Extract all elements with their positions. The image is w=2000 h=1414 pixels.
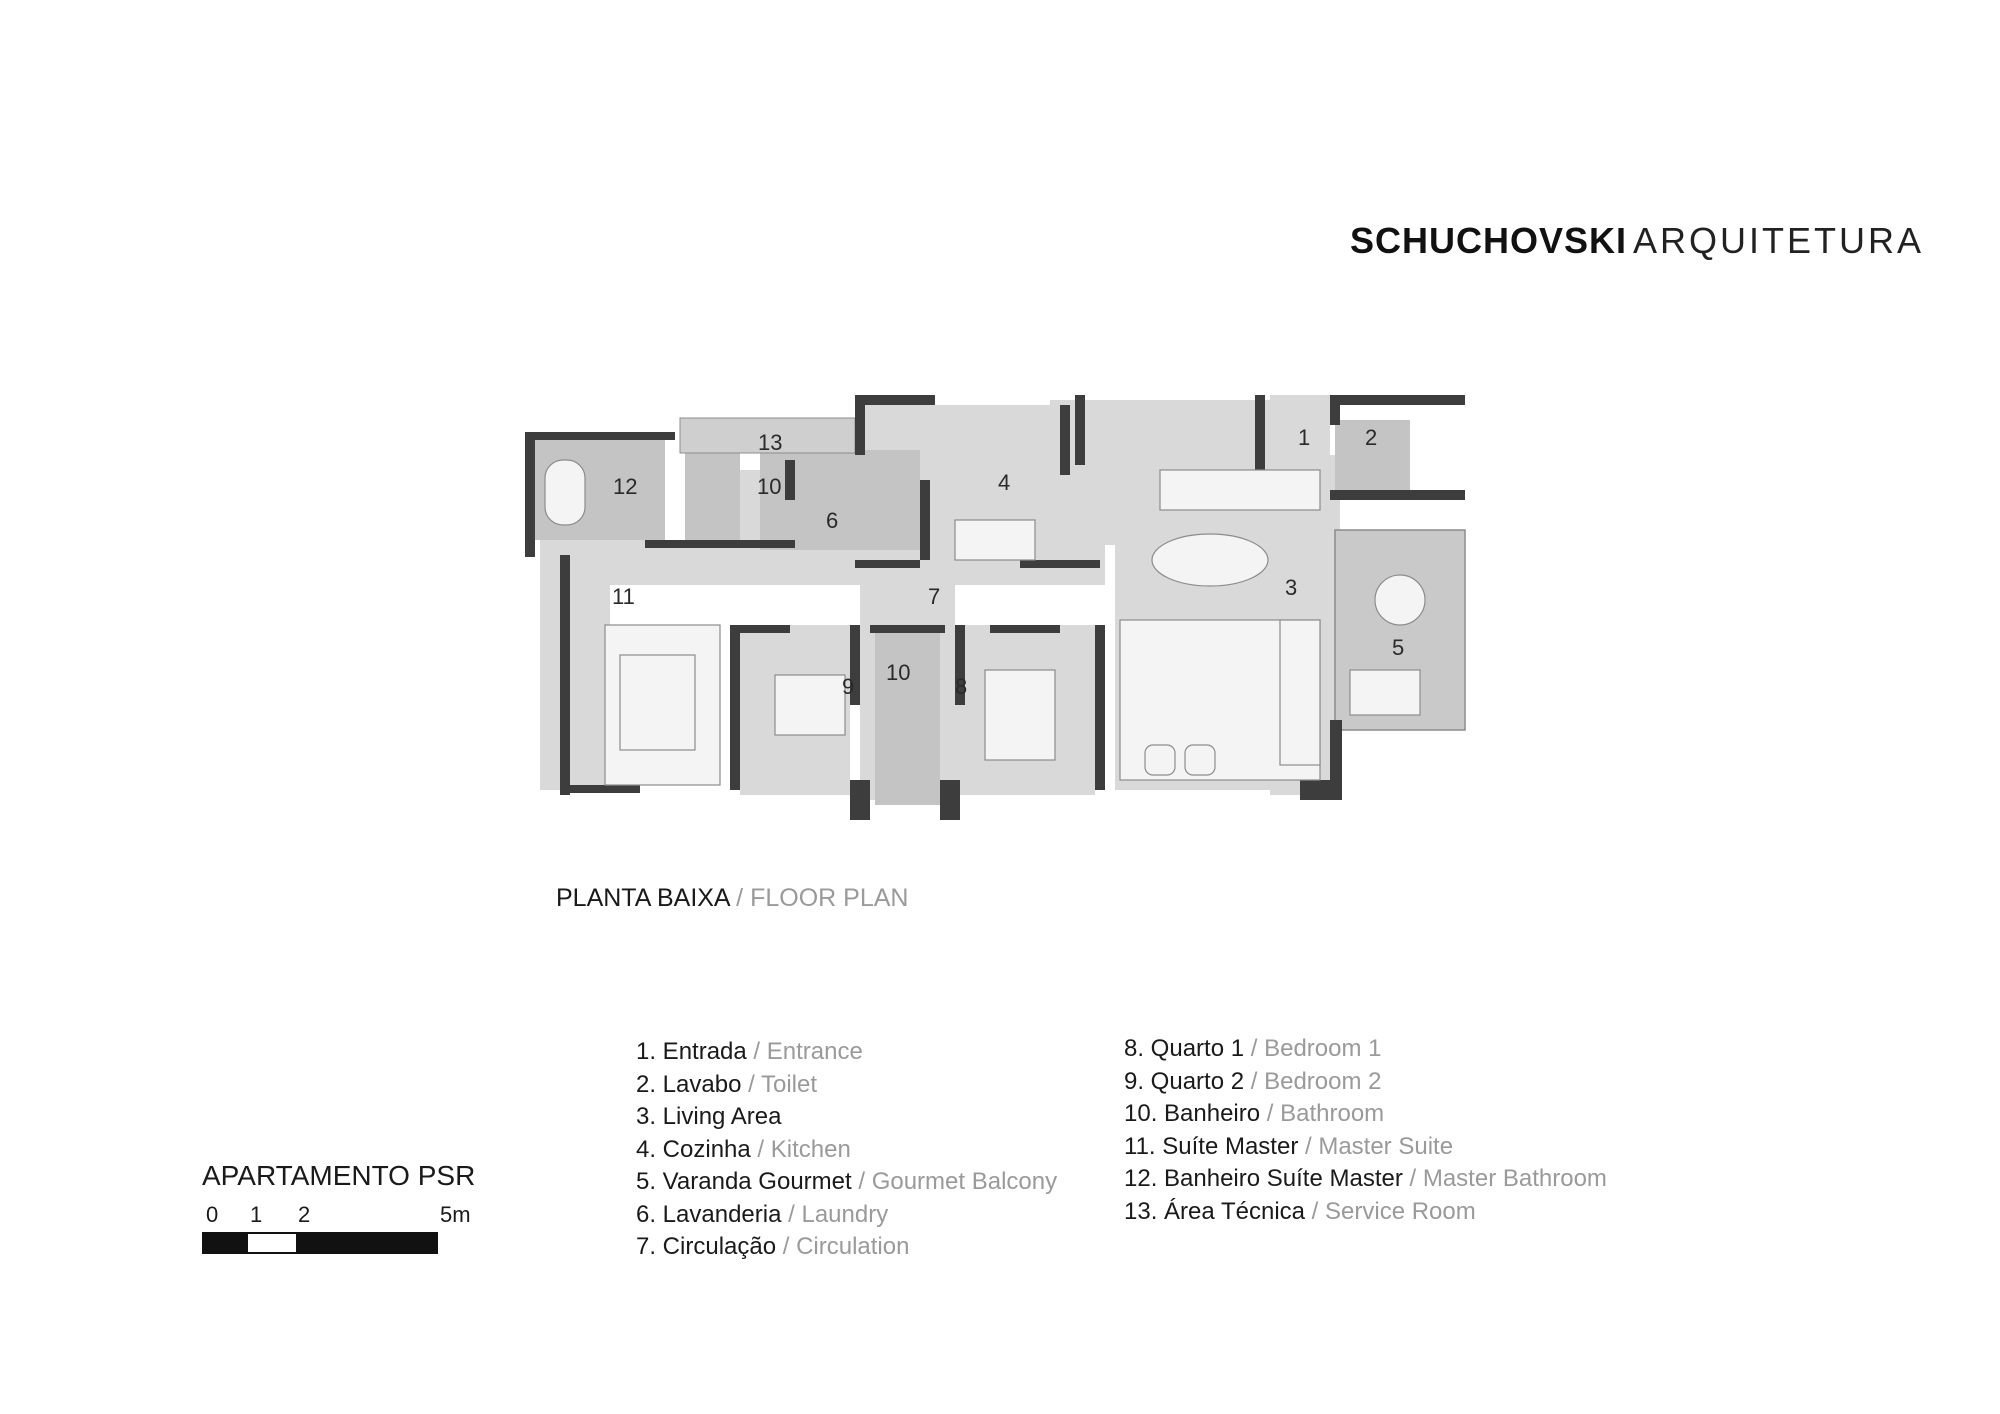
room-number: 7 bbox=[928, 584, 941, 609]
room-number: 6 bbox=[826, 508, 839, 533]
room-number: 10 bbox=[757, 474, 782, 499]
room-number: 3 bbox=[1285, 575, 1298, 600]
legend-item: 13. Área Técnica / Service Room bbox=[1124, 1197, 1476, 1225]
caption-separator: / bbox=[729, 884, 751, 912]
scale-tick: 0 bbox=[206, 1202, 219, 1227]
legend-item: 5. Varanda Gourmet / Gourmet Balcony bbox=[636, 1168, 1058, 1195]
room-number: 5 bbox=[1392, 635, 1405, 660]
scale-segment bbox=[248, 1232, 296, 1254]
brand-logo bbox=[1350, 220, 1924, 262]
legend-item: 12. Banheiro Suíte Master / Master Bathroom bbox=[1124, 1165, 1607, 1192]
legend-item: 1. Entrada / Entrance bbox=[636, 1038, 863, 1065]
room-number: 9 bbox=[842, 674, 855, 699]
room-number: 11 bbox=[612, 584, 635, 609]
legend-item: 11. Suíte Master / Master Suite bbox=[1124, 1132, 1454, 1160]
scale-segment bbox=[296, 1232, 438, 1254]
legend-item: 2. Lavabo / Toilet bbox=[636, 1070, 818, 1098]
floor-plan-caption bbox=[556, 884, 908, 913]
room-number: 1 bbox=[1298, 425, 1311, 450]
room-number: 2 bbox=[1365, 425, 1378, 450]
room-number: 4 bbox=[998, 470, 1011, 495]
caption-pt: PLANTA BAIXA bbox=[556, 884, 730, 912]
legend-item: 4. Cozinha / Kitchen bbox=[636, 1135, 851, 1163]
room-number: 10 bbox=[886, 660, 911, 685]
scale-tick: 1 bbox=[250, 1202, 263, 1227]
scale-segment bbox=[202, 1232, 248, 1254]
project-title: APARTAMENTO PSR bbox=[202, 1160, 476, 1191]
legend-item: 3. Living Area bbox=[636, 1103, 782, 1130]
legend-item: 9. Quarto 2 / Bedroom 2 bbox=[1124, 1067, 1382, 1095]
legend-item: 7. Circulação / Circulation bbox=[636, 1233, 910, 1260]
floor-plan bbox=[520, 390, 1480, 830]
brand-name-bold: SCHUCHOVSKI bbox=[1349, 220, 1627, 261]
caption-en: FLOOR PLAN bbox=[750, 884, 909, 912]
room-number: 13 bbox=[758, 430, 783, 455]
scale-tick: 5m bbox=[440, 1202, 471, 1227]
brand-name-regular: ARQUITETURA bbox=[1632, 220, 1924, 261]
legend-column-1 bbox=[636, 1036, 1057, 1264]
legend-item: 8. Quarto 1 / Bedroom 1 bbox=[1124, 1035, 1382, 1062]
room-number: 8 bbox=[955, 674, 968, 699]
legend-item: 10. Banheiro / Bathroom bbox=[1124, 1100, 1385, 1127]
scale-bar bbox=[202, 1202, 471, 1262]
room-number: 12 bbox=[613, 474, 638, 499]
legend-column-2 bbox=[1124, 1033, 1607, 1228]
scale-tick: 2 bbox=[298, 1202, 311, 1227]
legend-item: 6. Lavanderia / Laundry bbox=[636, 1200, 889, 1228]
